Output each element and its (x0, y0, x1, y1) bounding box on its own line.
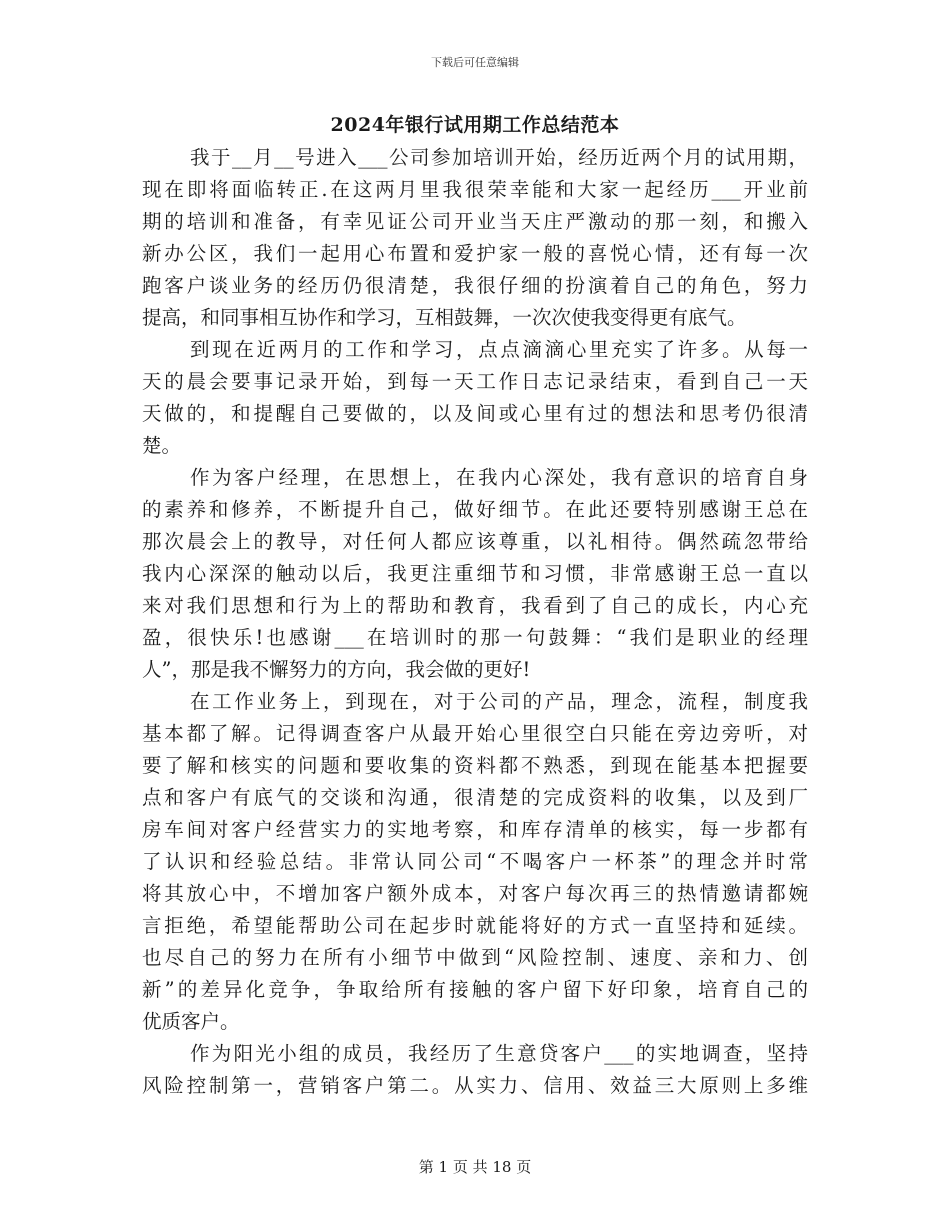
paragraph-line: 那次晨会上的教导，对任何人都应该尊重，以礼相待。偶然疏忽带给 (142, 530, 808, 553)
paragraph-line: 作为客户经理，在思想上，在我内心深处，我有意识的培育自身 (190, 466, 808, 489)
document-title: 2024年银行试用期工作总结范本 (330, 114, 620, 136)
paragraph-line: 言拒绝，希望能帮助公司在起步时就能将好的方式一直坚持和延续。 (142, 914, 808, 937)
paragraph (142, 334, 808, 462)
paragraph (142, 462, 808, 686)
paragraph-line: 现在即将面临转正.在这两月里我很荣幸能和大家一起经历___开业前 (142, 178, 808, 201)
paragraph-line: 来对我们思想和行为上的帮助和教育，我看到了自己的成长，内心充 (142, 594, 808, 617)
paragraph-line: 也尽自己的努力在所有小细节中做到“风险控制、速度、亲和力、创 (142, 946, 808, 969)
paragraph-line: 房车间对客户经营实力的实地考察，和库存清单的核实，每一步都有 (142, 818, 808, 841)
paragraph-line: 优质客户。 (142, 1010, 240, 1033)
paragraph-line: 盈，很快乐!也感谢___在培训时的那一句鼓舞：“我们是职业的经理 (142, 626, 808, 649)
paragraph-line: 天做的，和提醒自己要做的，以及间或心里有过的想法和思考仍很清 (142, 402, 808, 425)
paragraph-line: 点和客户有底气的交谈和沟通，很清楚的完成资料的收集，以及到厂 (142, 786, 808, 809)
paragraph-line: 的素养和修养，不断提升自己，做好细节。在此还要特别感谢王总在 (142, 498, 808, 521)
paragraph (142, 142, 808, 334)
paragraph-line: 楚。 (142, 434, 182, 457)
paragraph-line: 风险控制第一，营销客户第二。从实力、信用、效益三大原则上多维 (142, 1074, 808, 1097)
paragraph-line: 作为阳光小组的成员，我经历了生意贷客户___的实地调查，坚持 (190, 1042, 808, 1065)
paragraph-line: 在工作业务上，到现在，对于公司的产品，理念，流程，制度我 (190, 690, 808, 713)
document-body (142, 142, 808, 1102)
paragraph-line: 人”，那是我不懈努力的方向，我会做的更好! (142, 658, 531, 681)
header-note: 下载后可任意编辑 (431, 56, 519, 69)
paragraph-line: 我内心深深的触动以后，我更注重细节和习惯，非常感谢王总一直以 (142, 562, 808, 585)
paragraph (142, 1038, 808, 1102)
paragraph-line: 新”的差异化竞争，争取给所有接触的客户留下好印象，培育自己的 (142, 978, 808, 1001)
paragraph-line: 跑客户谈业务的经历仍很清楚，我很仔细的扮演着自己的角色，努力 (142, 274, 808, 297)
paragraph-line: 将其放心中，不增加客户额外成本，对客户每次再三的热情邀请都婉 (142, 882, 808, 905)
paragraph-line: 新办公区，我们一起用心布置和爱护家一般的喜悦心情，还有每一次 (142, 242, 808, 265)
paragraph-line: 要了解和核实的问题和要收集的资料都不熟悉，到现在能基本把握要 (142, 754, 808, 777)
paragraph-line: 期的培训和准备，有幸见证公司开业当天庄严激动的那一刻，和搬入 (142, 210, 808, 233)
page-footer: 第 1 页 共 18 页 (418, 1158, 532, 1176)
paragraph-line: 我于__月__号进入___公司参加培训开始，经历近两个月的试用期， (190, 146, 808, 169)
paragraph-line: 基本都了解。记得调查客户从最开始心里很空白只能在旁边旁听，对 (142, 722, 808, 745)
paragraph-line: 提高，和同事相互协作和学习，互相鼓舞，一次次使我变得更有底气。 (142, 306, 747, 329)
paragraph-line: 了认识和经验总结。非常认同公司“不喝客户一杯茶”的理念并时常 (142, 850, 808, 873)
paragraph (142, 686, 808, 1038)
paragraph-line: 到现在近两月的工作和学习，点点滴滴心里充实了许多。从每一 (190, 338, 808, 361)
paragraph-line: 天的晨会要事记录开始，到每一天工作日志记录结束，看到自己一天 (142, 370, 808, 393)
